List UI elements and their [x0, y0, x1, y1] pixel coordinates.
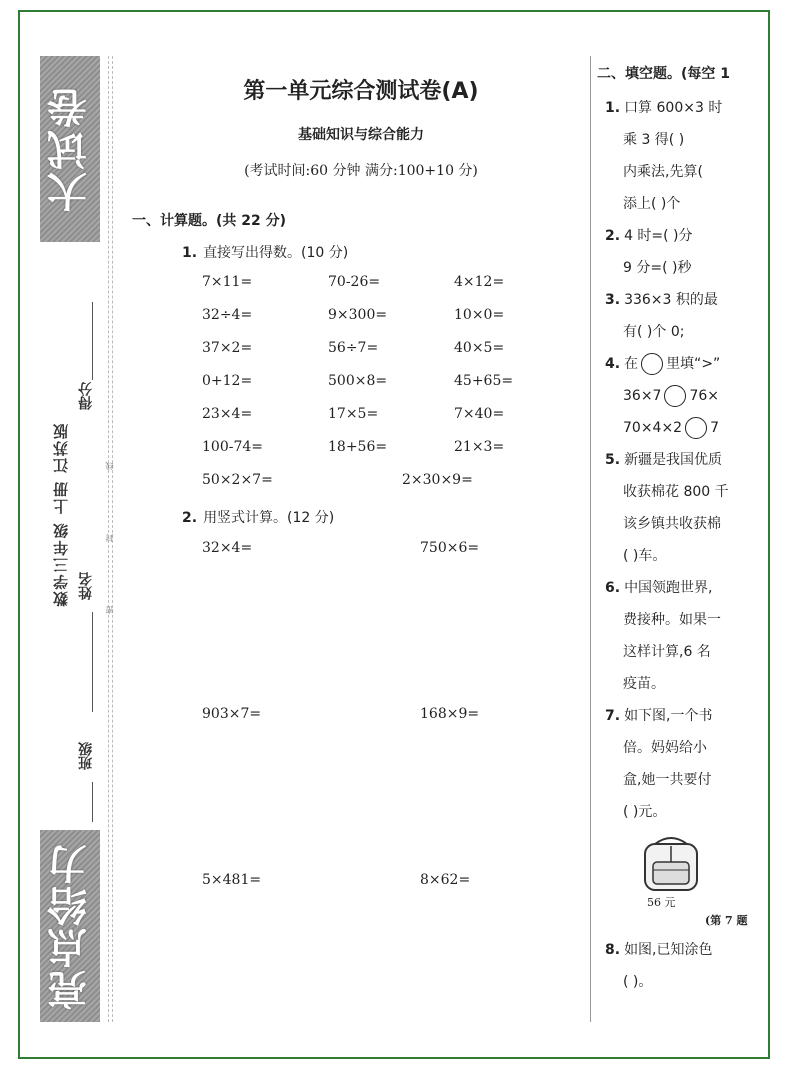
grid-cell: 100-74= [202, 439, 263, 455]
grid-cell: 0+12= [202, 373, 253, 389]
fill-line: 倍。妈妈给小 [623, 740, 707, 756]
fill-line [605, 380, 770, 412]
compare-circle[interactable] [664, 385, 686, 407]
grid-cell: 50×2×7= [202, 472, 273, 488]
grid-cell: 10×0= [454, 307, 505, 323]
banner-top-text: 大试卷 [46, 86, 94, 212]
grid-cell: 23×4= [202, 406, 253, 422]
question-number: 2. [182, 510, 198, 526]
vertical-problem: 168×9= [420, 706, 480, 722]
compare-circle[interactable] [641, 353, 663, 375]
grid-cell: 18+56= [328, 439, 388, 455]
question-number: 2. [605, 228, 621, 244]
grid-cell: 2×30×9= [402, 472, 473, 488]
book-info: 数学三年级 上册 江苏版 [52, 422, 70, 607]
grid-cell: 37×2= [202, 340, 253, 356]
fill-line: 有( )个 0; [623, 324, 685, 340]
cut-mark-2: 封 [105, 534, 114, 542]
question-text: 在 [624, 356, 639, 372]
grid-cell: 7×40= [454, 406, 505, 422]
question-1-1 [182, 242, 348, 262]
grid-cell: 9×300= [328, 307, 388, 323]
vertical-problem: 750×6= [420, 540, 480, 556]
grid-row [202, 373, 582, 406]
question-number: 8. [605, 942, 621, 958]
question-number: 6. [605, 580, 621, 596]
question-number: 1. [605, 100, 621, 116]
compare-circle[interactable] [685, 417, 707, 439]
fill-line: ( )元。 [623, 804, 667, 820]
fill-line [605, 220, 770, 252]
grid-row [202, 439, 582, 472]
grid-row [202, 472, 582, 505]
name-label: 姓名 [78, 572, 94, 600]
question-number: 4. [605, 356, 621, 372]
grid-row [202, 307, 582, 340]
score-line [92, 302, 93, 380]
fill-line: 内乘法,先算( [623, 164, 703, 180]
fill-line: ( )。 [623, 974, 653, 990]
section-1-heading: 一、计算题。(共 22 分) [132, 213, 287, 229]
fill-line: 疫苗。 [623, 676, 665, 692]
vertical-problem: 5×481= [202, 872, 262, 888]
question-number: 5. [605, 452, 621, 468]
fill-line [605, 444, 770, 476]
cut-mark-1: 线 [105, 462, 114, 470]
expression: 36×7 [623, 388, 662, 404]
fill-line: 添上( )个 [623, 196, 681, 212]
question-text: 如下图,一个书 [624, 708, 713, 724]
question-1-2 [182, 507, 334, 527]
fill-line: 9 分=( )秒 [623, 260, 692, 276]
backpack-icon [635, 834, 707, 894]
expression: 76× [689, 388, 719, 404]
question-text: 口算 600×3 时 [624, 100, 723, 116]
grid-cell: 56÷7= [328, 340, 379, 356]
fill-line: ( )车。 [623, 548, 667, 564]
section-2-heading: 二、填空题。(每空 1 [597, 66, 731, 82]
vertical-problem: 903×7= [202, 706, 262, 722]
grid-cell: 70-26= [328, 274, 381, 290]
question-text: 里填“>” [666, 356, 721, 372]
banner-bottom-text: 亮点给力 [46, 842, 94, 1010]
fill-line: 该乡镇共收获棉 [623, 516, 721, 532]
grid-cell: 32÷4= [202, 307, 253, 323]
grid-row [202, 274, 582, 307]
grid-row [202, 406, 582, 439]
grid-row [202, 340, 582, 373]
question-number: 1. [182, 245, 198, 261]
page-subtitle: 基础知识与综合能力 [298, 127, 424, 143]
fill-line [605, 348, 770, 380]
page-title: 第一单元综合测试卷(A) [243, 79, 479, 104]
grid-cell: 7×11= [202, 274, 253, 290]
exam-info: (考试时间:60 分钟 满分:100+10 分) [244, 163, 478, 179]
expression: 7 [710, 420, 720, 436]
page-frame [18, 10, 770, 1059]
score-label: 得分 [78, 382, 94, 410]
question-text: 新疆是我国优质 [624, 452, 723, 468]
grid-cell: 4×12= [454, 274, 505, 290]
backpack-illustration [635, 834, 707, 894]
fill-line: 乘 3 得( ) [623, 132, 685, 148]
grid-cell: 40×5= [454, 340, 505, 356]
grid-cell: 45+65= [454, 373, 514, 389]
expression: 70×4×2 [623, 420, 683, 436]
banner-bottom [40, 830, 100, 1022]
fill-line: 这样计算,6 名 [623, 644, 711, 660]
right-column [590, 56, 770, 1022]
fill-line [605, 284, 770, 316]
question-number: 7. [605, 708, 621, 724]
cut-mark-3: 密 [105, 606, 114, 614]
question-text: 4 时=( )分 [624, 228, 693, 244]
grid-cell: 500×8= [328, 373, 388, 389]
backpack-price: 56 元 [647, 896, 676, 909]
vertical-problem: 32×4= [202, 540, 253, 556]
question-text: 如图,已知涂色 [624, 942, 713, 958]
class-label: 班级 [78, 742, 94, 770]
fill-line [605, 934, 770, 966]
fill-line [605, 412, 770, 444]
grid-cell: 17×5= [328, 406, 379, 422]
question-text: 336×3 积的最 [624, 292, 718, 308]
fill-line [605, 572, 770, 604]
grid-cell: 21×3= [454, 439, 505, 455]
fill-line [605, 700, 770, 732]
fill-line: 费接种。如果一 [623, 612, 721, 628]
mental-math-grid [202, 274, 582, 505]
class-line [92, 782, 93, 822]
question-text: 直接写出得数。(10 分) [203, 245, 349, 261]
question-number: 3. [605, 292, 621, 308]
question-text: 用竖式计算。(12 分) [203, 510, 335, 526]
question-text: 中国领跑世界, [624, 580, 713, 596]
banner-top [40, 56, 100, 242]
fill-line: 收获棉花 800 千 [623, 484, 729, 500]
fill-line: 盒,她一共要付 [623, 772, 712, 788]
fill-line [605, 92, 770, 124]
name-line [92, 612, 93, 712]
figure-caption: (第 7 题 [705, 914, 748, 927]
vertical-problem: 8×62= [420, 872, 471, 888]
